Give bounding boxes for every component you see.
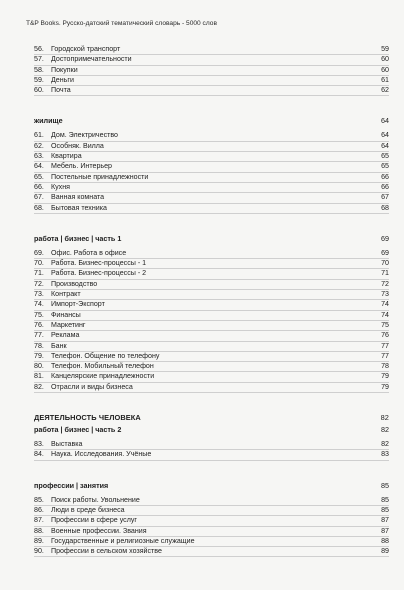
entry-number: 63. <box>34 152 44 161</box>
entry-page-number: 72 <box>381 279 389 288</box>
section-page-number: 82 <box>381 425 389 435</box>
entry-page-number: 60 <box>381 65 389 74</box>
entry-title: Мебель. Интерьер <box>51 162 112 171</box>
toc-entry <box>34 76 389 86</box>
entry-page-number: 78 <box>381 362 389 371</box>
toc-entry <box>34 352 389 362</box>
entry-title: Выставка <box>51 440 83 449</box>
entry-page-number: 77 <box>381 351 389 360</box>
entry-number: 71. <box>34 269 44 278</box>
entry-page-number: 60 <box>381 55 389 64</box>
section-page-number: 69 <box>381 233 389 243</box>
entry-page-number: 70 <box>381 259 389 268</box>
entry-number: 90. <box>34 547 44 556</box>
entry-page-number: 68 <box>381 203 389 212</box>
entry-title: Канцелярские принадлежности <box>51 372 155 381</box>
entry-page-number: 65 <box>381 162 389 171</box>
section-page-number: 64 <box>381 116 389 126</box>
toc-entry <box>34 193 389 203</box>
entry-title: Дом. Электричество <box>51 131 119 140</box>
toc-entry <box>34 547 389 557</box>
entry-title: Реклама <box>51 331 80 340</box>
entry-page-number: 76 <box>381 331 389 340</box>
toc-group-c <box>34 249 389 393</box>
entry-number: 79. <box>34 351 44 360</box>
entry-title: Деньги <box>51 75 74 84</box>
entry-page-number: 71 <box>381 269 389 278</box>
entry-title: Квартира <box>51 152 82 161</box>
entry-page-number: 87 <box>381 526 389 535</box>
entry-number: 78. <box>34 341 44 350</box>
toc-entry <box>34 173 389 183</box>
entry-page-number: 79 <box>381 372 389 381</box>
entry-number: 58. <box>34 65 44 74</box>
entry-title: Банк <box>51 341 67 350</box>
entry-number: 80. <box>34 362 44 371</box>
entry-number: 62. <box>34 141 44 150</box>
entry-page-number: 89 <box>381 547 389 556</box>
section-title: жилище <box>34 116 63 126</box>
toc-group-e <box>34 496 389 558</box>
toc-entry <box>34 537 389 547</box>
toc-group-d <box>34 440 389 461</box>
section-title: профессии | занятия <box>34 480 109 490</box>
entry-title: Достопримечательности <box>51 55 132 64</box>
toc-entry <box>34 440 389 450</box>
toc-entry <box>34 269 389 279</box>
section-page-number: 85 <box>381 480 389 490</box>
entry-page-number: 79 <box>381 382 389 391</box>
entry-title: Контракт <box>51 290 81 299</box>
entry-title: Телефон. Мобильный телефон <box>51 362 154 371</box>
entry-number: 77. <box>34 331 44 340</box>
entry-number: 64. <box>34 162 44 171</box>
section-title: работа | бизнес | часть 2 <box>34 425 122 435</box>
entry-page-number: 75 <box>381 320 389 329</box>
entry-title: Финансы <box>51 310 81 319</box>
toc-entry <box>34 321 389 331</box>
entry-title: Импорт-Экспорт <box>51 300 105 309</box>
entry-number: 61. <box>34 131 44 140</box>
running-header: T&P Books. Русско-датский тематический словарь - 5000 слов <box>26 20 217 27</box>
entry-page-number: 66 <box>381 172 389 181</box>
toc-entry <box>34 249 389 259</box>
entry-number: 87. <box>34 516 44 525</box>
toc-section-heading <box>34 116 389 126</box>
entry-title: Профессии в сфере услуг <box>51 516 137 525</box>
entry-page-number: 65 <box>381 152 389 161</box>
entry-title: Люди в среде бизнеса <box>51 505 125 514</box>
entry-number: 73. <box>34 290 44 299</box>
toc-entry <box>34 300 389 310</box>
toc-entry <box>34 66 389 76</box>
entry-page-number: 83 <box>381 450 389 459</box>
toc-entry <box>34 280 389 290</box>
entry-page-number: 85 <box>381 495 389 504</box>
entry-title: Покупки <box>51 65 78 74</box>
entry-title: Наука. Исследования. Учёные <box>51 450 152 459</box>
entry-page-number: 64 <box>381 131 389 140</box>
toc-chapter-heading <box>34 413 389 423</box>
toc-entry <box>34 311 389 321</box>
entry-title: Кухня <box>51 182 70 191</box>
entry-title: Маркетинг <box>51 320 86 329</box>
toc-section-heading <box>34 481 389 491</box>
entry-number: 57. <box>34 55 44 64</box>
entry-number: 74. <box>34 300 44 309</box>
entry-number: 83. <box>34 440 44 449</box>
entry-page-number: 74 <box>381 310 389 319</box>
toc-entry <box>34 162 389 172</box>
toc-section-heading <box>34 425 389 435</box>
entry-page-number: 82 <box>381 440 389 449</box>
entry-title: Работа. Бизнес-процессы - 1 <box>51 259 147 268</box>
entry-page-number: 74 <box>381 300 389 309</box>
toc-entry <box>34 131 389 141</box>
entry-title: Ванная комната <box>51 193 105 202</box>
toc-entry <box>34 516 389 526</box>
toc-group-b <box>34 131 389 213</box>
toc-entry <box>34 331 389 341</box>
entry-number: 81. <box>34 372 44 381</box>
entry-number: 84. <box>34 450 44 459</box>
entry-number: 76. <box>34 320 44 329</box>
chapter-page-number: 82 <box>380 413 389 423</box>
toc-entry <box>34 372 389 382</box>
entry-title: Государственные и религиозные служащие <box>51 536 195 545</box>
entry-number: 82. <box>34 382 44 391</box>
toc-entry <box>34 450 389 460</box>
toc-entry <box>34 142 389 152</box>
section-title: работа | бизнес | часть 1 <box>34 233 122 243</box>
toc-entry <box>34 342 389 352</box>
entry-title: Поиск работы. Увольнение <box>51 495 140 504</box>
entry-page-number: 66 <box>381 182 389 191</box>
entry-title: Почта <box>51 86 71 95</box>
toc-entry <box>34 290 389 300</box>
entry-page-number: 69 <box>381 248 389 257</box>
entry-page-number: 88 <box>381 536 389 545</box>
entry-number: 72. <box>34 279 44 288</box>
toc-entry <box>34 527 389 537</box>
entry-title: Офис. Работа в офисе <box>51 248 127 257</box>
entry-number: 70. <box>34 259 44 268</box>
entry-number: 88. <box>34 526 44 535</box>
entry-number: 68. <box>34 203 44 212</box>
toc-entry <box>34 55 389 65</box>
entry-page-number: 85 <box>381 505 389 514</box>
toc-entry <box>34 86 389 96</box>
entry-number: 75. <box>34 310 44 319</box>
toc-entry <box>34 383 389 393</box>
table-of-contents <box>34 45 389 557</box>
entry-number: 86. <box>34 505 44 514</box>
toc-entry <box>34 45 389 55</box>
entry-page-number: 59 <box>381 45 389 53</box>
entry-number: 60. <box>34 86 44 95</box>
toc-entry <box>34 496 389 506</box>
entry-number: 66. <box>34 182 44 191</box>
entry-title: Военные профессии. Звания <box>51 526 147 535</box>
entry-title: Бытовая техника <box>51 203 107 212</box>
entry-number: 65. <box>34 172 44 181</box>
toc-group-a <box>34 45 389 96</box>
entry-page-number: 67 <box>381 193 389 202</box>
entry-number: 56. <box>34 45 44 53</box>
entry-title: Профессии в сельском хозяйстве <box>51 547 162 556</box>
toc-section-heading <box>34 234 389 244</box>
entry-number: 69. <box>34 248 44 257</box>
entry-title: Работа. Бизнес-процессы - 2 <box>51 269 147 278</box>
entry-title: Отрасли и виды бизнеса <box>51 382 133 391</box>
entry-page-number: 87 <box>381 516 389 525</box>
toc-entry <box>34 259 389 269</box>
entry-number: 89. <box>34 536 44 545</box>
entry-title: Городской транспорт <box>51 45 121 53</box>
entry-number: 59. <box>34 75 44 84</box>
entry-page-number: 64 <box>381 141 389 150</box>
entry-number: 67. <box>34 193 44 202</box>
entry-title: Особняк. Вилла <box>51 141 104 150</box>
entry-number: 85. <box>34 495 44 504</box>
toc-entry <box>34 204 389 214</box>
toc-entry <box>34 152 389 162</box>
chapter-title: ДЕЯТЕЛЬНОСТЬ ЧЕЛОВЕКА <box>34 413 141 423</box>
entry-page-number: 77 <box>381 341 389 350</box>
entry-title: Телефон. Общение по телефону <box>51 351 160 360</box>
entry-page-number: 62 <box>381 86 389 95</box>
toc-entry <box>34 362 389 372</box>
entry-page-number: 61 <box>381 75 389 84</box>
entry-title: Производство <box>51 279 98 288</box>
entry-page-number: 73 <box>381 290 389 299</box>
toc-entry <box>34 183 389 193</box>
entry-title: Постельные принадлежности <box>51 172 149 181</box>
toc-entry <box>34 506 389 516</box>
